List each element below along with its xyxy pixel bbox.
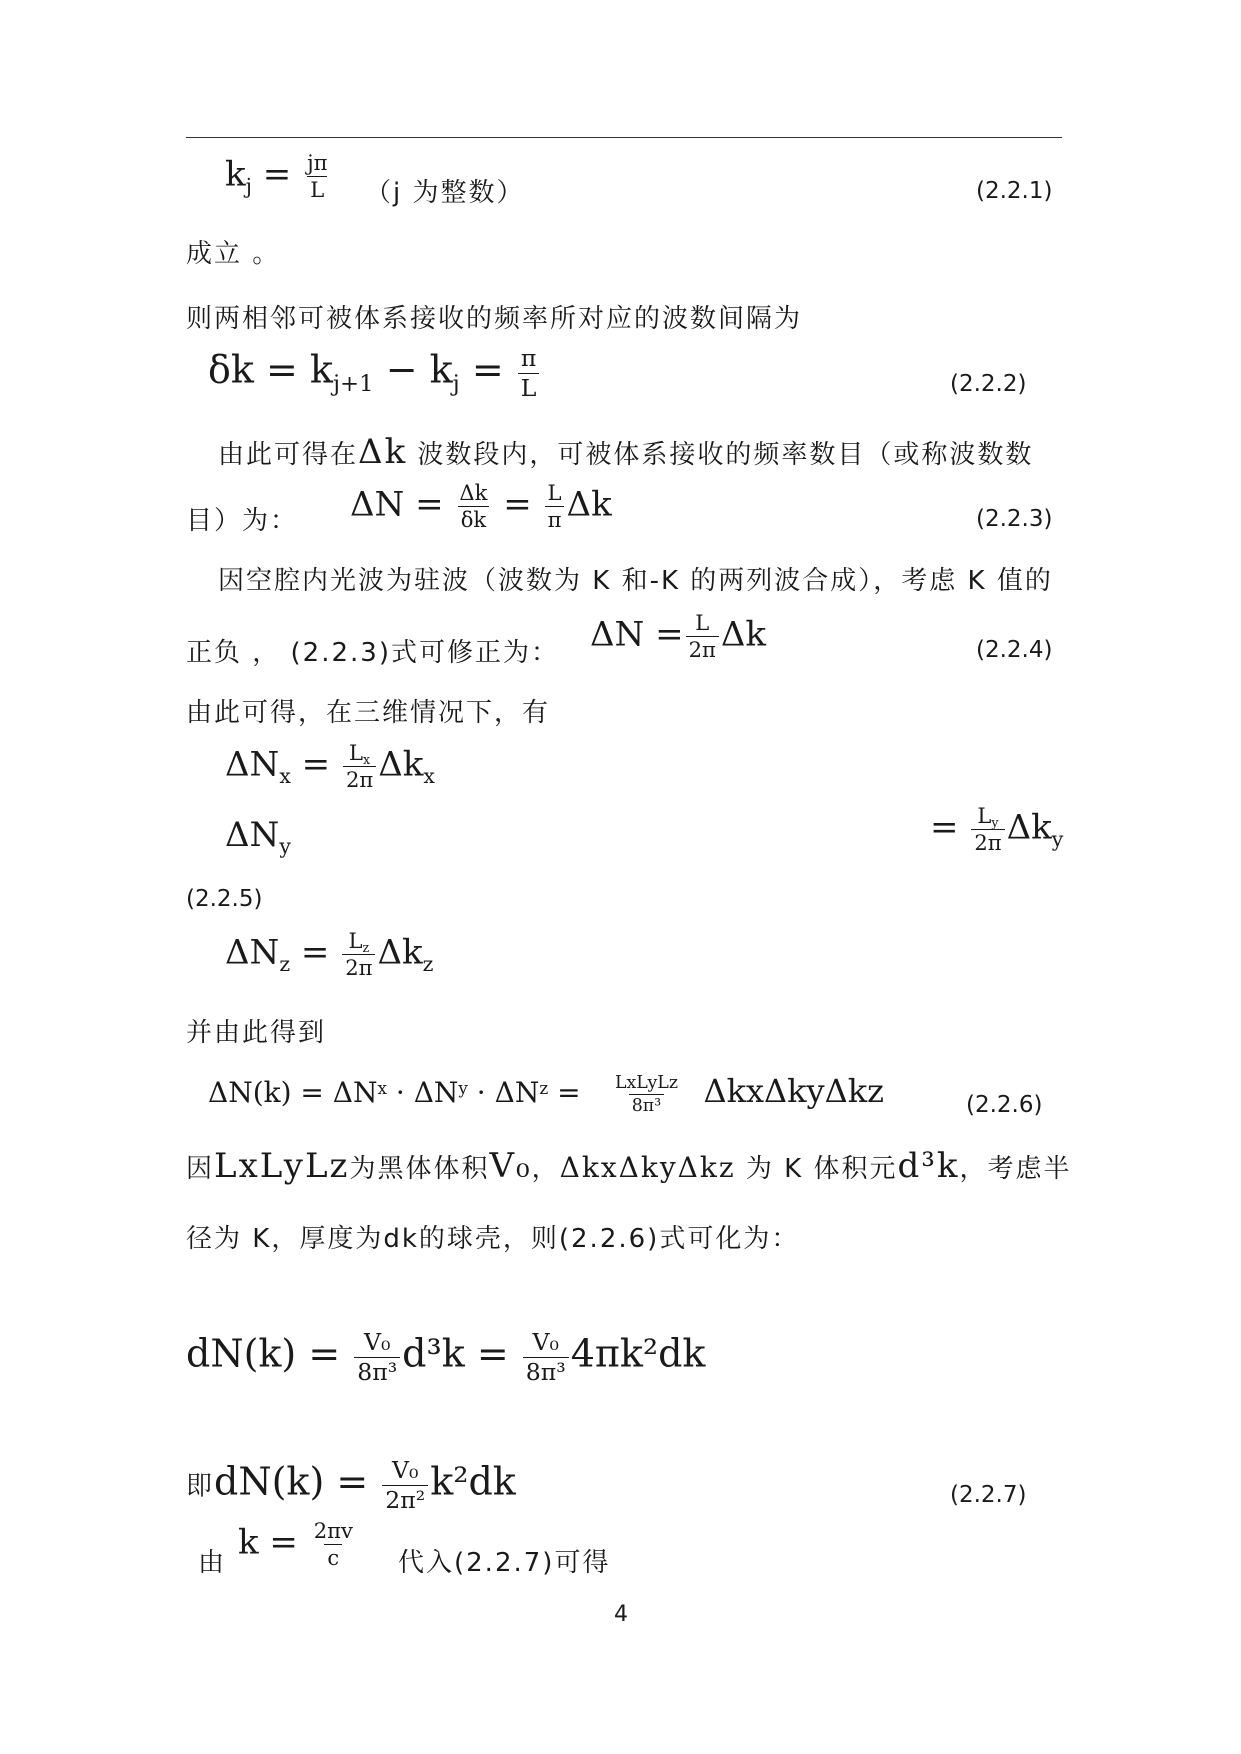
equation-2-2-2: $\delta k = k_{j+1} - k_j$ = $\frac{\pi}{L}$: [208, 346, 541, 400]
equation-number: (2.2.5): [186, 886, 263, 912]
equation-number: (2.2.4): [976, 637, 1053, 663]
last-line-pre: 由: [198, 1548, 227, 1578]
para-2-2-4-line2: 正负 ， (2.2.3)式可修正为：: [186, 638, 559, 668]
equation-2-2-5-x: $\Delta N_x$ = $\frac{L_x}{2\pi}$ $\Delta k_x$: [225, 740, 435, 793]
equation-2-2-1-condition: （j 为整数）: [365, 178, 525, 208]
text-jiange: 则两相邻可被体系接收的频率所对应的波数间隔为: [186, 304, 803, 334]
equation-2-2-5-z: $\Delta N_z$ = $\frac{L_z}{2\pi}$ $\Delta k_z$: [225, 928, 434, 981]
equation-2-2-5-y-rhs: = $\frac{L_y}{2\pi}$ $\Delta k_y$: [930, 803, 1064, 856]
equation-2-2-7: 即dN(k) = $\frac{\text{V₀}}{\text{2π²}}$ k²dk: [186, 1456, 516, 1514]
equation-2-2-1: $k_j$ = $\frac{j\pi}{L}$: [225, 150, 328, 203]
equation-number: (2.2.7): [950, 1482, 1027, 1508]
equation-2-2-6: $\Delta N(k) = \Delta N^x \cdot \Delta N^y \cdot \Delta N^z$ = $\frac{\text{LxLyLz}}{\text{8π³}}$ ΔkxΔkyΔkz: [208, 1072, 884, 1116]
para-2-2-3-line1: 由此可得在Δk 波数段内，可被体系接收的频率数目（或称波数数: [218, 432, 1034, 472]
equation-dNk: dN(k) = $\frac{\text{V₀}}{\text{8π³}}$ d³k = $\frac{\text{V₀}}{\text{8π³}}$ 4πk²dk: [186, 1328, 706, 1386]
text-bingyou: 并由此得到: [186, 1018, 327, 1048]
page-number: 4: [614, 1602, 628, 1627]
equation-2-2-5-y-lhs: $\Delta N_y$: [225, 815, 291, 859]
para-2-2-4-line1: 因空腔内光波为驻波（波数为 K 和-K 的两列波合成），考虑 K 值的: [218, 566, 1053, 596]
equation-number: (2.2.6): [966, 1092, 1043, 1118]
equation-number: (2.2.1): [976, 178, 1053, 204]
equation-k: k = $\frac{2\pi v}{c}$: [238, 1518, 353, 1571]
header-rule: [186, 137, 1062, 138]
para-2-2-6b-line1: 因LxLyLz为黑体体积V₀，ΔkxΔkyΔkz 为 K 体积元d³k，考虑半: [186, 1146, 1072, 1186]
last-line-post: 代入(2.2.7)可得: [398, 1548, 611, 1578]
equation-2-2-3: ΔN = $\frac{\Delta k}{\delta k}$ = $\frac{L}{\pi}$ Δk: [350, 480, 612, 533]
equation-2-2-4: ΔN = $\frac{L}{2\pi}$ Δk: [590, 610, 767, 663]
equation-number: (2.2.3): [976, 506, 1053, 532]
para-2-2-3-line2: 目）为：: [186, 506, 299, 536]
equation-number: (2.2.2): [950, 371, 1027, 397]
para-2-2-6b-line2: 径为 K，厚度为dk的球壳，则(2.2.6)式可化为：: [186, 1224, 800, 1254]
text-sanwei: 由此可得，在三维情况下，有: [186, 698, 551, 728]
text-chengli: 成立 。: [186, 239, 281, 269]
